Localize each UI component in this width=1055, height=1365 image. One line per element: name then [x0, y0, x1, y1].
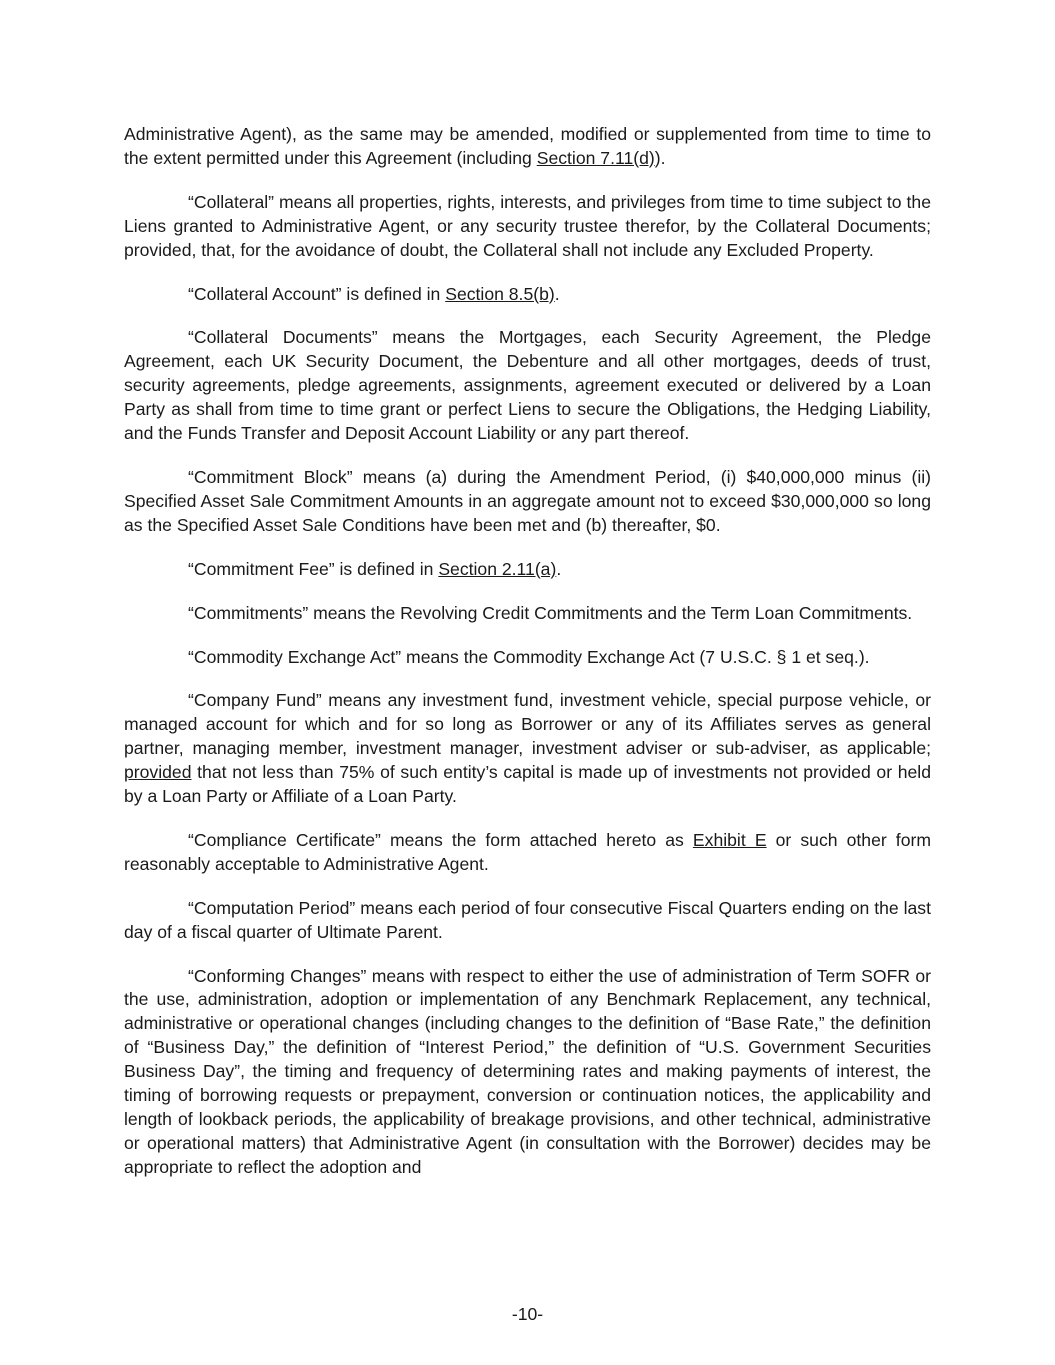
definition-collateral: “Collateral” means all properties, rights, interests, and privileges from time to time subject to the Liens granted to Administrative Agent, or any security trustee therefor, by the Collateral Documents; provided, that, for the avoidance of doubt, the Collateral shall not include any Excluded Property. [124, 191, 931, 260]
definition-conforming-changes: “Conforming Changes” means with respect to either the use of administration of Term SOFR or the use, administration, adoption or implementation of any Benchmark Replacement, any technical, administrative or operational changes (including changes to the definition of “Base Rate,” the definition of “Business Day,” the definition of “Interest Period,” the definition of “U.S. Government Securities Business Day”, the timing and frequency of determining rates and making payments of interest, the timing of borrowing requests or prepayment, conversion or continuation notices, the applicability and length of lookback periods, the applicability of breakage provisions, and other technical, administrative or operational matters) that Administrative Agent (in consultation with the Borrower) decides may be appropriate to reflect the adoption and [124, 965, 931, 1177]
paragraph-continuation [124, 123, 931, 171]
definition-collateral-documents: “Collateral Documents” means the Mortgages, each Security Agreement, the Pledge Agreement, each UK Security Document, the Debenture and all other mortgages, deeds of trust, security agreements, pledge agreements, assignments, agreement executed or delivered by a Loan Party as shall from time to time grant or perfect Liens to secure the Obligations, the Hedging Liability, and the Funds Transfer and Deposit Account Liability or any part thereof. [124, 327, 931, 444]
definition-company-fund [124, 689, 931, 809]
definition-commitments: “Commitments” means the Revolving Credit Commitments and the Term Loan Commitments. [188, 602, 913, 623]
paragraph-text: or such other form reasonably acceptable to Administrative Agent. [124, 829, 931, 874]
definition-commitment-fee [124, 558, 931, 582]
definition-commitment-block: “Commitment Block” means (a) during the Amendment Period, (i) $40,000,000 minus (ii) Specified Asset Sale Commitment Amounts in an aggregate amount not to exceed $30,000,000 so long as the Specified Asset Sale Conditions have been met and (b) thereafter, $0. [124, 466, 931, 535]
paragraph-text: “Company Fund” means any investment fund, investment vehicle, special purpose vehicle, or managed account for which and for so long as Borrower or any of its Affiliates serves as general partner, managing member, investment manager, investment adviser or sub-adviser, as applicable; [124, 690, 931, 759]
section-reference-link[interactable]: Section 7.11(d) [536, 147, 655, 168]
exhibit-reference-link[interactable]: Exhibit E [692, 829, 767, 850]
paragraph-text: . [554, 283, 560, 304]
paragraph-text: “Compliance Certificate” means the form attached hereto as [188, 829, 693, 850]
paragraph-text: . [556, 558, 562, 579]
paragraph-text: “Commitment Fee” is defined in [188, 558, 439, 579]
paragraph-text: that not less than 75% of such entity’s capital is made up of investments not provided or held by a Loan Party or Affiliate of a Loan Party. [124, 762, 931, 807]
section-reference-link[interactable]: Section 8.5(b) [445, 283, 555, 304]
definition-computation-period: “Computation Period” means each period of four consecutive Fiscal Quarters ending on the last day of a fiscal quarter of Ultimate Parent. [124, 897, 931, 942]
document-page [124, 123, 931, 1200]
paragraph-text: Administrative Agent), as the same may be amended, modified or supplemented from time to time to the extent permitted under this Agreement (including [124, 124, 931, 168]
definition-commodity-exchange-act: “Commodity Exchange Act” means the Commodity Exchange Act (7 U.S.C. § 1 et seq.). [188, 646, 870, 667]
underlined-term: provided [124, 762, 192, 783]
paragraph-text: ). [654, 147, 666, 168]
definition-collateral-account [124, 283, 931, 307]
section-reference-link[interactable]: Section 2.11(a) [438, 558, 557, 579]
definition-compliance-certificate [124, 829, 931, 877]
page-number: -10- [511, 1304, 544, 1324]
paragraph-text: “Collateral Account” is defined in [188, 283, 446, 304]
